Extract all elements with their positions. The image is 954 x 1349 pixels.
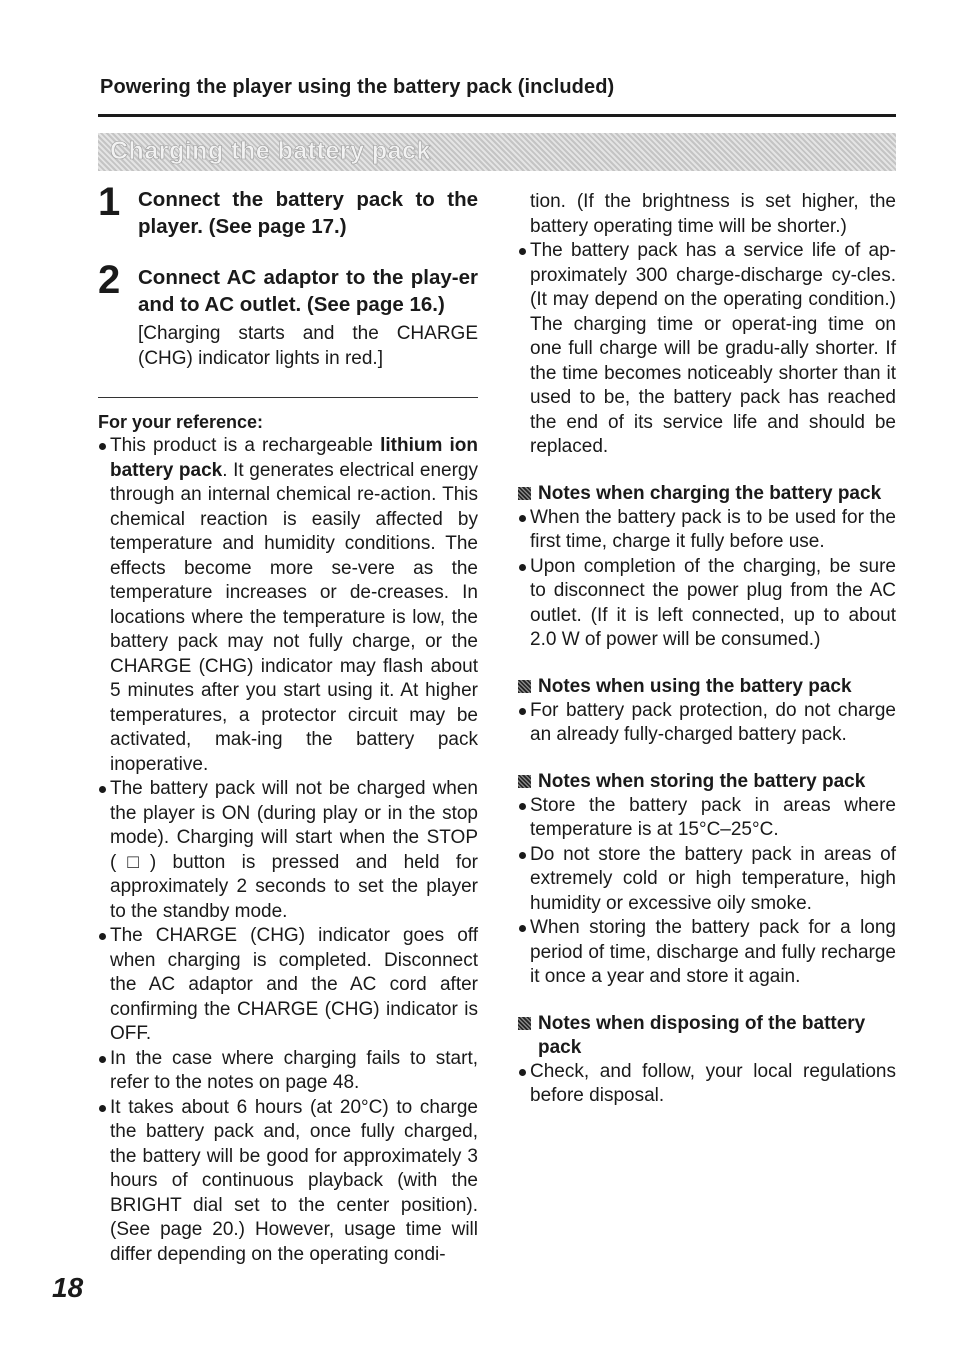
square-bullet-icon [518,775,531,788]
notes-charging-list [518,506,896,653]
square-bullet-icon [518,1017,531,1030]
list-item: In the case where charging fails to start, refer to the notes on page 48. [98,1047,478,1096]
reference-title: For your reference: [98,412,264,432]
step-number: 2 [98,258,121,302]
step-note: [Charging starts and the CHARGE (CHG) indicator lights in red.] [138,323,478,369]
notes-storing-heading [518,770,896,794]
reference-list-continued [518,239,896,460]
notes-title: Notes when charging the battery pack [538,482,882,504]
divider [98,397,478,398]
notes-storing-list [518,794,896,990]
notes-title: Notes when storing the battery pack [538,770,866,792]
bold-term: lithium ion battery pack [110,435,478,481]
page-number: 18 [52,1272,84,1303]
notes-title: Notes when disposing of the battery pack [538,1012,866,1058]
notes-charging-heading [518,482,896,506]
list-item: The battery pack has a service life of ap-proximately 300 charge-discharge cy-cles. (It may depend on the operating condition.) The charging time or operat-ing time on one full charge will be gradu-ally shorter. If the time becomes noticeably shorter than it used to be, the battery pack has reached the end of its service life and should be replaced. [518,239,896,460]
continued-paragraph: tion. (If the brightness is set higher, the battery operating time will be shorter.) [530,191,896,237]
notes-using-list [518,699,896,748]
reference-list [98,434,478,1267]
right-column [518,190,896,1109]
section-banner [98,133,896,171]
list-item: Do not store the battery pack in areas of extremely cold or high temperature, high humidity or excessive oily smoke. [518,843,896,917]
text-fragment: . It generates electrical energy through an internal chemical re-action. This chemical reaction is easily affected by temperature and humidity conditions. The effects become more se-vere as the temperature increases or de-creases. In locations where the temperature is low, the battery pack may not fully charge, or the CHARGE (CHG) indicator may flash about 5 minutes after you start using it. At higher temperatures, a protector circuit may be activated, mak-ing the battery pack inoperative. [110,459,478,775]
list-item: The battery pack will not be charged when the player is ON (during play or in the stop mode). Charging will start when the STOP (□) button is pressed and held for approximately 2 seconds to set the player to the standby mode. [98,777,478,924]
step-instruction: Connect the battery pack to the player. (See page 17.) [138,188,478,238]
list-item: Upon completion of the charging, be sure to disconnect the power plug from the AC outlet. (If it is left connected, up to about 2.0 W of power will be consumed.) [518,555,896,653]
square-bullet-icon [518,680,531,693]
step-instruction: Connect AC adaptor to the play-er and to AC outlet. (See page 16.) [138,266,478,316]
list-item [98,434,478,777]
notes-title: Notes when using the battery pack [538,675,852,697]
notes-disposing-heading [518,1012,896,1060]
step-1 [98,180,478,240]
step-2 [98,258,478,371]
notes-using-heading [518,675,896,699]
list-item: Check, and follow, your local regulations before disposal. [518,1060,896,1109]
list-item: Store the battery pack in areas where temperature is at 15°C–25°C. [518,794,896,843]
list-item: When storing the battery pack for a long period of time, discharge and fully recharge it once a year and store it again. [518,916,896,990]
section-title: Charging the battery pack [110,137,431,165]
left-column [98,180,478,1267]
notes-disposing-list [518,1060,896,1109]
header-rule [98,114,896,117]
list-item: For battery pack protection, do not charge an already fully-charged battery pack. [518,699,896,748]
step-number: 1 [98,180,121,224]
list-item: It takes about 6 hours (at 20°C) to charge the battery pack and, once fully charged, the battery will be good for approximately 3 hours of continuous playback (with the BRIGHT dial set to the center position). (See page 20.) However, usage time will differ depending on the operating condi- [98,1096,478,1268]
square-bullet-icon [518,487,531,500]
page-header-title: Powering the player using the battery pack (included) [100,76,615,98]
list-item: The CHARGE (CHG) indicator goes off when charging is completed. Disconnect the AC adaptor and the AC cord after confirming the CHARGE (CHG) indicator is OFF. [98,924,478,1047]
text-fragment: This product is a rechargeable [110,435,381,456]
list-item: When the battery pack is to be used for the first time, charge it fully before use. [518,506,896,555]
